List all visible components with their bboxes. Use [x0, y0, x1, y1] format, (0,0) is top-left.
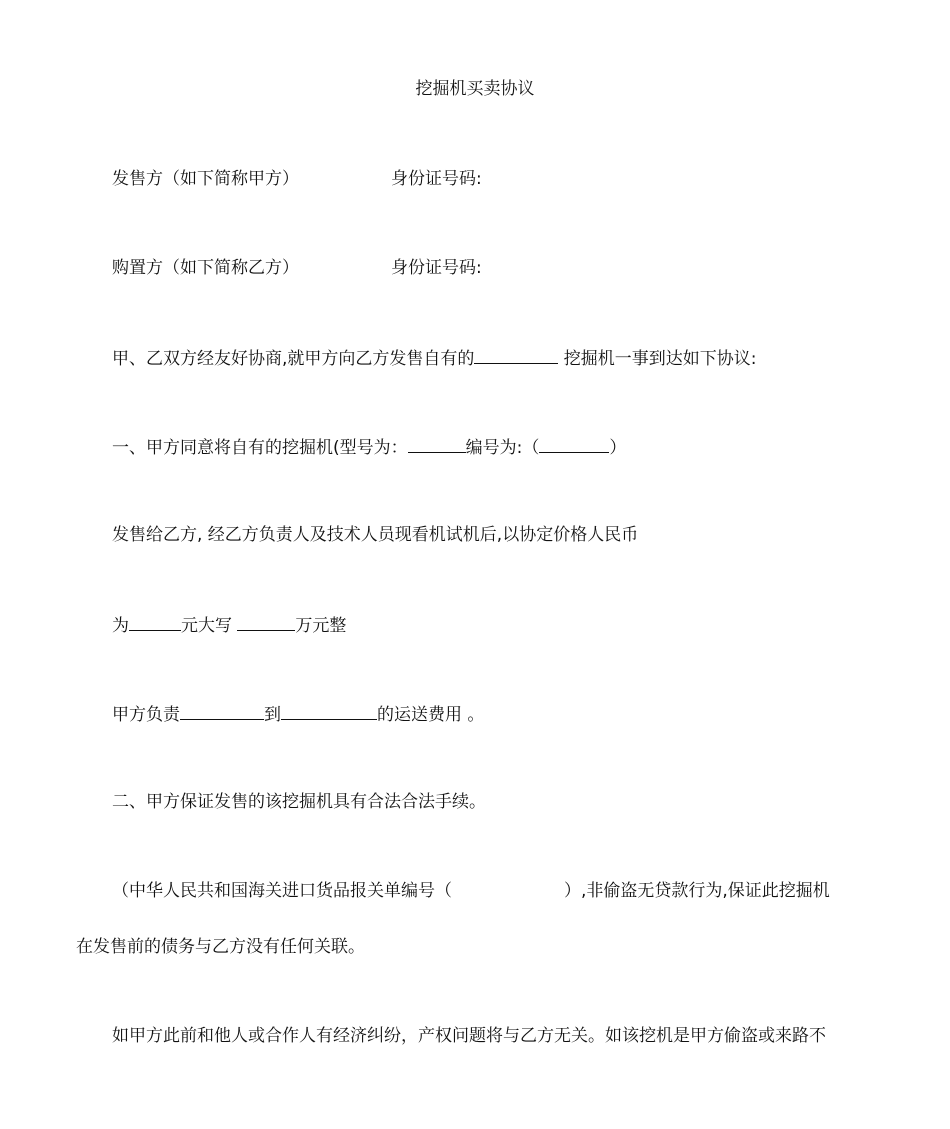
transport-line	[112, 701, 484, 725]
document-title: 挖掘机买卖协议	[415, 79, 535, 99]
clause1-line2	[112, 523, 638, 547]
seller-id-line	[391, 167, 482, 191]
price-line	[112, 612, 346, 636]
clause1-prefix: 一、甲方同意将自有的挖掘机(型号为：	[112, 438, 408, 458]
intro-suffix: 挖掘机一事到达如下协议:	[558, 349, 757, 369]
intro-line	[112, 345, 757, 369]
clause1-line	[112, 434, 626, 458]
dispute-line	[112, 1024, 826, 1048]
seller-id-label: 身份证号码:	[391, 169, 482, 189]
transport-mid: 到	[264, 705, 281, 725]
price-yuan-blank[interactable]	[129, 612, 181, 631]
intro-prefix: 甲、乙双方经友好协商,就甲方向乙方发售自有的	[112, 349, 475, 369]
customs-line	[112, 879, 830, 903]
clause2-line	[112, 790, 486, 814]
customs-line2-text: 在发售前的债务与乙方没有任何关联。	[76, 937, 365, 957]
buyer-id-line	[391, 256, 482, 280]
buyer-label: 购置方（如下简称乙方）	[112, 258, 299, 278]
transport-prefix: 甲方负责	[112, 705, 180, 725]
transport-to-blank[interactable]	[281, 701, 377, 720]
clause1-mid: 编号为:（	[465, 438, 540, 458]
clause1-suffix: ）	[609, 438, 627, 458]
price-capital-blank[interactable]	[237, 612, 295, 631]
customs-suffix: ）,非偷盗无贷款行为,保证此挖掘机	[564, 881, 830, 901]
clause2-text: 二、甲方保证发售的该挖掘机具有合法合法手续。	[112, 792, 486, 812]
customs-line2	[76, 935, 365, 959]
seller-label: 发售方（如下简称甲方）	[112, 169, 299, 189]
excavator-name-blank[interactable]	[474, 345, 558, 364]
serial-number-blank[interactable]	[539, 434, 609, 453]
customs-prefix: （中华人民共和国海关进口货品报关单编号（	[112, 881, 452, 901]
clause1-line2-text: 发售给乙方, 经乙方负责人及技术人员现看机试机后,以协定价格人民币	[112, 525, 639, 545]
price-suffix: 万元整	[295, 616, 347, 636]
buyer-line	[112, 256, 299, 280]
seller-line	[112, 167, 299, 191]
transport-suffix: 的运送费用 。	[377, 705, 485, 725]
dispute-text: 如甲方此前和他人或合作人有经济纠纷，产权问题将与乙方无关。如该挖机是甲方偷盗或来路不	[112, 1026, 826, 1046]
transport-from-blank[interactable]	[180, 701, 264, 720]
price-prefix: 为	[112, 616, 129, 636]
buyer-id-label: 身份证号码:	[391, 258, 482, 278]
price-mid: 元大写	[181, 616, 238, 636]
model-blank[interactable]	[408, 434, 466, 453]
